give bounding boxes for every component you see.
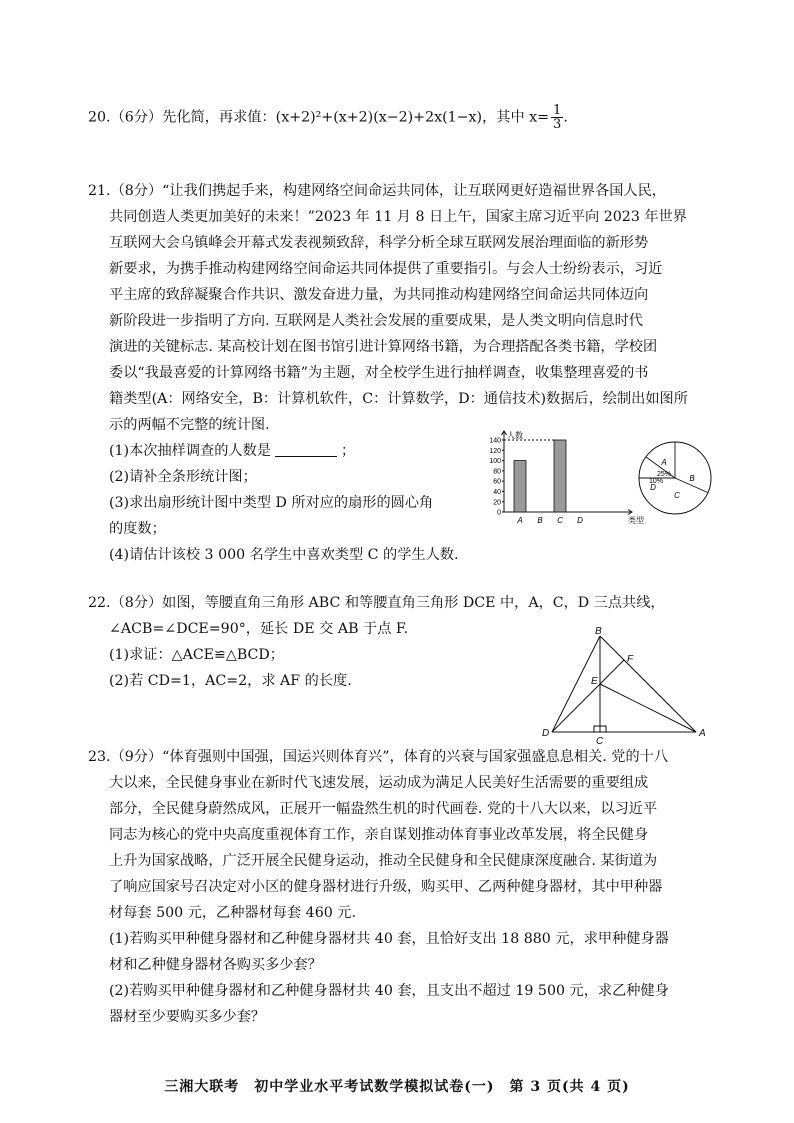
bar-A	[514, 461, 526, 512]
q21-sub3: (3)求出扇形统计图中类型 D 所对应的扇形的圆心角	[109, 495, 434, 511]
y-axis-label: 人数	[507, 431, 523, 440]
x-tick-label: C	[557, 516, 563, 525]
q21-line: 互联网大会乌镇峰会开幕式发表视频致辞，科学分析全球互联网发展治理面临的新形势	[109, 235, 649, 251]
pie-percent-D: 10%	[649, 478, 664, 485]
q21-sub2: (2)请补全条形统计图；	[109, 469, 257, 485]
x-tick-label: B	[537, 516, 543, 525]
segment-EA	[600, 684, 696, 732]
label-B: B	[595, 626, 602, 637]
x-tick-label: D	[577, 516, 583, 525]
q23-sub2: (2)若购买甲种健身器材和乙种健身器材共 40 套，且支出不超过 19 500 元，求乙种健身	[109, 983, 669, 999]
pie-label-C: C	[674, 491, 680, 500]
q23-line: 同志为核心的党中央高度重视体育工作，亲自谋划推动体育事业改革发展，将全民健身	[109, 827, 649, 843]
q22-line: 22.（8分）如图，等腰直角三角形 ABC 和等腰直角三角形 DCE 中，A，C，D 三点共线，	[88, 595, 665, 611]
page-footer: 三湘大联考 初中学业水平考试数学模拟试卷(一) 第 3 页(共 4 页)	[164, 1079, 630, 1095]
q23-line: 了响应国家号召决定对小区的健身器材进行升级，购买甲、乙两种健身器材，其中甲种器	[109, 879, 663, 895]
q21-sub3-cont: 的度数；	[109, 521, 166, 537]
q23-sub1-cont: 材和乙种健身器材各购买多少套？	[109, 957, 322, 973]
label-D: D	[542, 728, 550, 739]
q22-sub2: (2)若 CD=1，AC=2，求 AF 的长度.	[109, 673, 352, 689]
pie-label-A: A	[661, 458, 667, 467]
q21-line: 21.（8分）“让我们携起手来，构建网络空间命运共同体，让互联网更好造福世界各国人民，	[88, 183, 666, 199]
q21-line: 新要求，为携手推动构建网络空间命运共同体提供了重要指引。与会人士纷纷表示，习近	[109, 261, 663, 277]
y-tick-label: 40	[493, 489, 501, 497]
q20-fraction: $\frac{1}{3}$	[553, 103, 562, 132]
q21-line: 共同创造人类更加美好的未来！”2023 年 11 月 8 日上午，国家主席习近平向 2023 年世界	[109, 209, 687, 225]
q23-line: 部分，全民健身蔚然成风，正展开一幅盎然生机的时代画卷. 党的十八大以来，以习近平	[109, 801, 658, 817]
y-tick-label: 20	[493, 499, 501, 507]
question-23	[88, 744, 669, 1030]
pie-percent-A: 25%	[657, 471, 672, 478]
label-F: F	[627, 654, 634, 665]
q23-sub2-cont: 器材至少要购买多少套？	[109, 1009, 266, 1025]
q20-text: 20.（6分）先化简，再求值：(x+2)²+(x+2)(x−2)+2x(1−x)，其中 x=	[88, 109, 550, 126]
bar-C	[554, 440, 566, 512]
segment-BA	[600, 636, 696, 732]
bar-chart	[482, 430, 642, 526]
q21-line: 委以“我最喜爱的计算网络书籍”为主题，对全校学生进行抽样调查，收集整理喜爱的书	[109, 365, 649, 381]
pie-chart	[632, 438, 718, 518]
q23-line: 大以来，全民健身事业在新时代飞速发展，运动成为满足人民美好生活需要的重要组成	[109, 775, 649, 791]
x-tick-label: A	[517, 516, 523, 525]
label-E: E	[591, 676, 598, 687]
y-tick-label: 120	[489, 447, 501, 455]
y-tick-label: 100	[489, 458, 501, 466]
q23-sub1: (1)若购买甲种健身器材和乙种健身器材共 40 套，且恰好支出 18 880 元，求甲种健身器	[109, 931, 669, 947]
pie-label-D: D	[650, 483, 656, 492]
q22-line: ∠ACB=∠DCE=90°，延长 DE 交 AB 于点 F.	[109, 621, 409, 637]
q21-sub4: (4)请估计该校 3 000 名学生中喜欢类型 C 的学生人数.	[109, 547, 459, 563]
q21-line: 演进的关键标志. 某高校计划在图书馆引进计算网络书籍，为合理搭配各类书籍，学校团	[109, 339, 658, 355]
label-C: C	[596, 736, 604, 747]
segment-DF	[552, 660, 624, 732]
y-tick-label: 140	[489, 437, 501, 445]
x-axis-label: 类型	[628, 516, 644, 525]
q21-sub1: (1)本次抽样调查的人数是 ；	[109, 443, 356, 459]
y-tick-label: 0	[497, 509, 501, 517]
y-tick-label: 80	[493, 468, 501, 476]
q23-line: 23.（9分）“体育强则中国强，国运兴则体育兴”，体育的兴衰与国家强盛息息相关. 党的十八	[88, 749, 669, 765]
q23-line: 材每套 500 元，乙种器材每套 460 元.	[109, 905, 356, 921]
triangle-figure	[530, 626, 720, 748]
q21-line: 新阶段进一步指明了方向. 互联网是人类社会发展的重要成果，是人类文明向信息时代	[109, 313, 643, 329]
label-A: A	[699, 728, 706, 739]
q21-line: 平主席的致辞凝聚合作共识、激发奋进力量，为共同推动构建网络空间命运共同体迈向	[109, 287, 649, 303]
answer-blank	[275, 442, 337, 457]
q22-sub1: (1)求证：△ACE≌△BCD；	[109, 647, 284, 663]
q21-line: 籍类型(A：网络安全，B：计算机软件，C：计算数学，D：通信技术)数据后，绘制出如图所	[109, 391, 688, 407]
q21-line: 示的两幅不完整的统计图.	[109, 417, 270, 433]
pie-label-B: B	[689, 474, 695, 483]
y-tick-label: 60	[493, 478, 501, 486]
q23-line: 上升为国家战略，广泛开展全民健身运动，推动全民健身和全民健康深度融合. 某街道为	[109, 853, 658, 869]
question-20: 20.（6分）先化简，再求值：(x+2)²+(x+2)(x−2)+2x(1−x)，其中 x= $\frac{1}{3}$ .	[88, 103, 568, 132]
